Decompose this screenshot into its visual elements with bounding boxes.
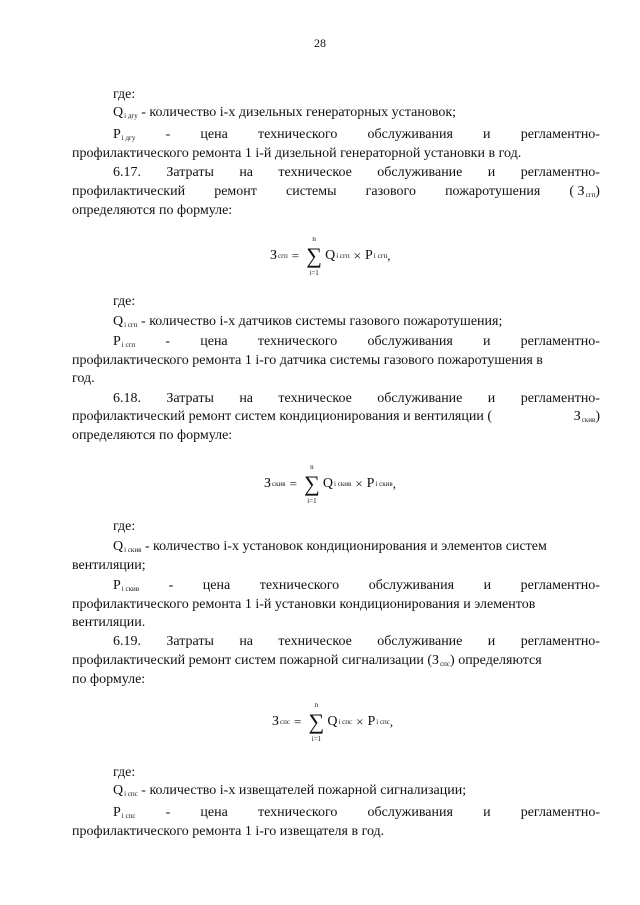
word: -: [165, 805, 171, 820]
def-text: - количество i-х дизельных генераторных установок;: [141, 105, 457, 120]
formula-sps: З спс = ∑ n i=1 Q i спс × P i спс ,: [272, 701, 394, 743]
word: на: [239, 165, 254, 180]
word: пожаротушения: [445, 184, 541, 199]
word: техническое: [278, 391, 352, 406]
word: и: [483, 127, 491, 142]
word: регламентно-: [520, 805, 600, 820]
word: профилактический: [72, 184, 186, 199]
word: техническое: [278, 634, 352, 649]
text-line: год.: [72, 371, 95, 386]
word: обслуживания: [367, 805, 453, 820]
word: и: [482, 334, 491, 349]
q-subscript: i дгу: [124, 112, 138, 120]
text-line: профилактического ремонта 1 i-й дизельной генераторной установки в год.: [72, 146, 522, 161]
word: 6.18.: [113, 391, 141, 406]
text-line: профилактического ремонта 1 i-й установки кондиционирования и элементов: [72, 597, 536, 612]
sigma-icon: ∑ n i=1: [306, 235, 322, 277]
word: на: [239, 391, 254, 406]
p-term: $P_{i сгп}$: [113, 334, 136, 349]
page-number: 28: [314, 36, 326, 50]
word: и: [487, 165, 496, 180]
p-subscript: i дгу: [121, 134, 136, 142]
word: обслуживание: [377, 634, 463, 649]
word: регламентно-: [520, 334, 600, 349]
word: обслуживания: [368, 578, 455, 593]
p-term: $P_{i спс}$: [113, 805, 136, 820]
def-text: - количество i-х извещателей пожарной сигнализации;: [141, 783, 467, 798]
word: Затраты: [166, 165, 214, 180]
word: регламентно-: [520, 634, 600, 649]
word: цена: [200, 127, 228, 142]
word: обслуживание: [377, 165, 463, 180]
sigma-icon: ∑ n i=1: [308, 701, 325, 743]
word: и: [487, 391, 496, 406]
word: и: [487, 634, 496, 649]
formula-skiv: З скив = ∑ n i=1 Q i скив × P i скив ,: [264, 463, 396, 505]
def-p-skiv: [113, 577, 600, 598]
text-line: профилактический ремонт систем кондиционирования и вентиляции ( $З_{скив}$): [72, 408, 600, 429]
def-q-sgp: $Q_{i сгп}$ - количество i-х датчиков системы газового пожаротушения;: [113, 314, 503, 329]
text-line: [72, 183, 600, 204]
word: и: [483, 578, 492, 593]
word: газового: [365, 184, 416, 199]
word: 6.19.: [113, 634, 141, 649]
p-symbol: P: [113, 127, 121, 142]
section-6-19-heading: [113, 633, 600, 651]
q-symbol: Q: [113, 105, 124, 120]
z-term: $З_{скив}$): [573, 409, 600, 424]
word: регламентно-: [520, 127, 600, 142]
text-line: по формуле:: [72, 672, 146, 687]
word: цена: [200, 805, 228, 820]
word: Затраты: [166, 391, 214, 406]
def-p-dgu: [113, 126, 600, 147]
word: -: [165, 334, 171, 349]
where-label: где:: [113, 87, 136, 102]
text-line: профилактического ремонта 1 i-го датчика системы газового пожаротушения в: [72, 353, 543, 368]
word: технического: [259, 578, 340, 593]
formula-sgp: З сгп = ∑ n i=1 Q i сгп × P i сгп ,: [270, 235, 391, 277]
where-label: где:: [113, 294, 136, 309]
word: Затраты: [166, 634, 214, 649]
z-term: ( $З_{сгп}$): [569, 184, 600, 199]
def-q-sps: $Q_{i спс}$ - количество i-х извещателей пожарной сигнализации;: [113, 783, 467, 798]
where-label: где:: [113, 519, 136, 534]
word: системы: [286, 184, 337, 199]
word: обслуживания: [367, 334, 453, 349]
word: регламентно-: [520, 391, 600, 406]
p-term: $P_{i скив}$: [113, 578, 140, 593]
def-p-sgp: [113, 333, 600, 354]
text-line: вентиляции;: [72, 558, 146, 573]
word: ремонт: [214, 184, 257, 199]
def-q-skiv: $Q_{i скив}$ - количество i-х установок кондиционирования и элементов систем: [113, 539, 547, 554]
p-term: [113, 126, 135, 147]
def-text: - количество i-х датчиков системы газового пожаротушения;: [141, 314, 503, 329]
word: технического: [257, 127, 338, 142]
def-q-dgu: [113, 104, 600, 125]
def-text: - количество i-х установок кондиционирования и элементов систем: [144, 539, 547, 554]
text-line: профилактический ремонт систем пожарной сигнализации $(З_{спс})$ определяются: [72, 653, 542, 668]
where-label: где:: [113, 765, 136, 780]
word: регламентно-: [520, 165, 600, 180]
text-line: вентиляции.: [72, 615, 146, 630]
word: регламентно-: [520, 578, 600, 593]
section-6-17-heading: [113, 164, 600, 182]
word: цена: [202, 578, 231, 593]
word: -: [165, 127, 171, 142]
text-line: определяются по формуле:: [72, 428, 233, 443]
sigma-icon: ∑ n i=1: [304, 463, 320, 505]
text-line: профилактического ремонта 1 i-го извещателя в год.: [72, 824, 385, 839]
text-line: определяются по формуле:: [72, 203, 233, 218]
word: -: [168, 578, 174, 593]
word: и: [483, 805, 491, 820]
word: 6.17.: [113, 165, 141, 180]
word: обслуживание: [377, 391, 463, 406]
word: технического: [257, 805, 338, 820]
section-6-18-heading: [113, 390, 600, 408]
def-p-sps: [113, 804, 600, 825]
word: цена: [200, 334, 228, 349]
word: техническое: [278, 165, 352, 180]
word: технического: [257, 334, 338, 349]
word: на: [239, 634, 254, 649]
word: обслуживания: [367, 127, 453, 142]
